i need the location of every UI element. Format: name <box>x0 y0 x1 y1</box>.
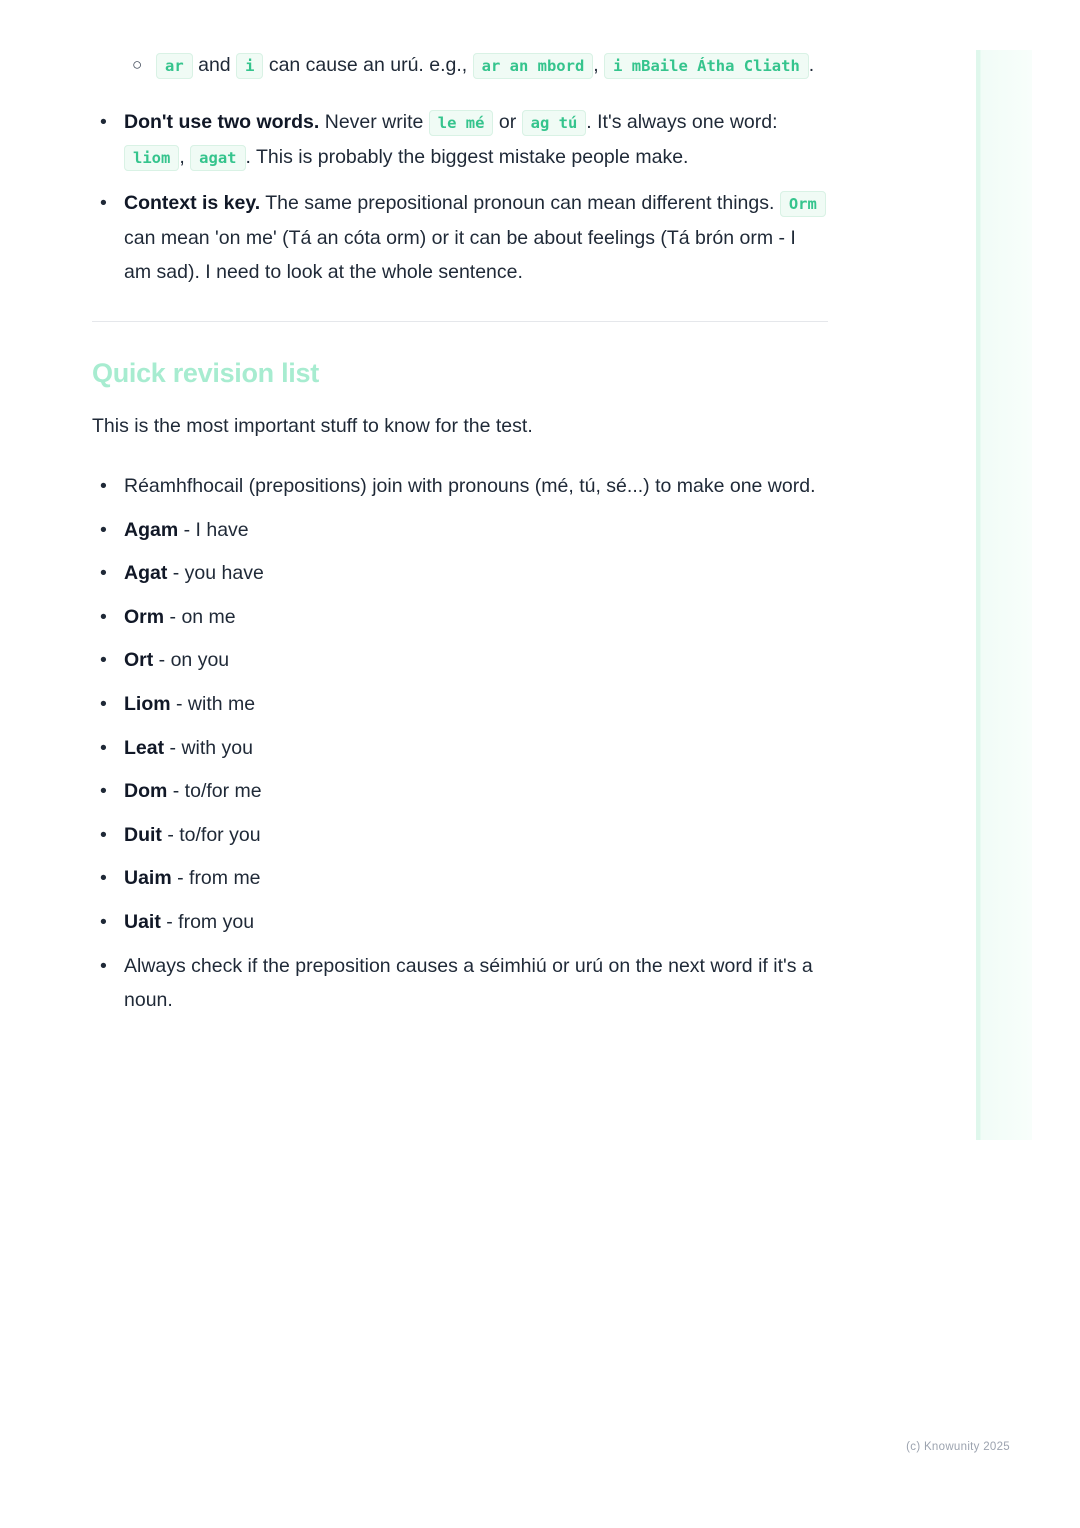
list-item <box>92 643 828 677</box>
list-item <box>92 469 828 503</box>
item-word: Dom <box>124 780 168 803</box>
item-meaning: - I have <box>183 518 249 541</box>
bullet-icon: • <box>100 910 107 933</box>
item-meaning: - to/for you <box>167 823 261 846</box>
tip-text: . It's always one word: <box>586 111 778 133</box>
code-example-2: i mBaile Átha Cliath <box>604 53 809 79</box>
item-meaning: - on me <box>169 605 236 628</box>
code-liom: liom <box>124 145 179 171</box>
code-ar: ar <box>156 53 193 79</box>
item-word: Uaim <box>124 867 172 890</box>
sub-bullet-list <box>132 48 828 83</box>
bullet-icon: • <box>100 692 107 715</box>
item-word: Leat <box>124 736 165 759</box>
tip-text: can mean 'on me' (Tá an cóta orm) or it can be about feelings (Tá brón orm - I am sad). I need to look at the whole sentence. <box>124 227 796 283</box>
bullet-icon: • <box>100 867 107 890</box>
divider <box>92 321 828 322</box>
list-item <box>92 556 828 590</box>
item-meaning: - from you <box>166 910 255 933</box>
list-item <box>92 513 828 547</box>
sidebar-accent-strip <box>976 50 1032 1140</box>
intro-text: This is the most important stuff to know for the test. <box>92 415 533 437</box>
list-item <box>92 818 828 852</box>
tip-text: or <box>498 111 517 133</box>
footer-copyright: (c) Knowunity 2025 <box>906 1441 1010 1453</box>
tip-item-two-words <box>92 105 828 175</box>
tips-list <box>92 105 828 289</box>
tip-text: . This is probably the biggest mistake people make. <box>245 146 689 168</box>
item-meaning: - you have <box>172 562 264 585</box>
item-word: Orm <box>124 605 165 628</box>
document-page <box>92 48 828 1026</box>
tip-item-context <box>92 186 828 289</box>
code-orm: Orm <box>780 191 826 217</box>
sub-bullet-item <box>132 48 828 83</box>
item-word: Duit <box>124 823 162 846</box>
text-uru: can cause an urú. e.g., <box>268 54 468 76</box>
bullet-icon: • <box>100 954 107 977</box>
revision-list <box>92 469 828 1017</box>
hollow-bullet-icon: ○ <box>132 55 143 74</box>
tip-bold: Context is key. <box>124 192 261 214</box>
item-text: Always check if the preposition causes a séimhiú or urú on the next word if it's a noun. <box>124 954 813 1011</box>
tip-text: Never write <box>324 111 424 133</box>
item-meaning: - with you <box>169 736 253 759</box>
period: . <box>808 54 815 76</box>
item-word: Ort <box>124 649 154 672</box>
list-item <box>92 687 828 721</box>
item-word: Uait <box>124 910 161 933</box>
item-word: Agat <box>124 562 168 585</box>
item-meaning: - with me <box>176 692 256 715</box>
code-example-1: ar an mbord <box>473 53 594 79</box>
bullet-icon: • <box>100 192 107 214</box>
list-item <box>92 905 828 939</box>
tip-bold: Don't use two words. <box>124 111 320 133</box>
section-title: Quick revision list <box>92 358 319 388</box>
list-item <box>92 949 828 1017</box>
list-item <box>92 600 828 634</box>
code-le-me: le mé <box>429 110 494 136</box>
bullet-icon: • <box>100 780 107 803</box>
code-ag-tu: ag tú <box>522 110 587 136</box>
comma: , <box>179 146 185 168</box>
item-word: Liom <box>124 692 171 715</box>
bullet-icon: • <box>100 518 107 541</box>
comma: , <box>593 54 599 76</box>
tip-text: The same prepositional pronoun can mean different things. <box>265 192 775 214</box>
item-text: Réamhfhocail (prepositions) join with pronouns (mé, tú, sé...) to make one word. <box>124 475 816 497</box>
bullet-icon: • <box>100 736 107 759</box>
item-meaning: - to/for me <box>172 780 262 803</box>
item-word: Agam <box>124 518 179 541</box>
bullet-icon: • <box>100 605 107 628</box>
item-meaning: - on you <box>158 649 230 672</box>
bullet-icon: • <box>100 823 107 846</box>
text-and: and <box>198 54 231 76</box>
code-agat: agat <box>190 145 245 171</box>
item-meaning: - from me <box>177 867 261 890</box>
bullet-icon: • <box>100 562 107 585</box>
bullet-icon: • <box>100 649 107 672</box>
code-i: i <box>236 53 263 79</box>
list-item <box>92 861 828 895</box>
bullet-icon: • <box>100 111 107 133</box>
list-item <box>92 731 828 765</box>
list-item <box>92 774 828 808</box>
bullet-icon: • <box>100 475 107 497</box>
